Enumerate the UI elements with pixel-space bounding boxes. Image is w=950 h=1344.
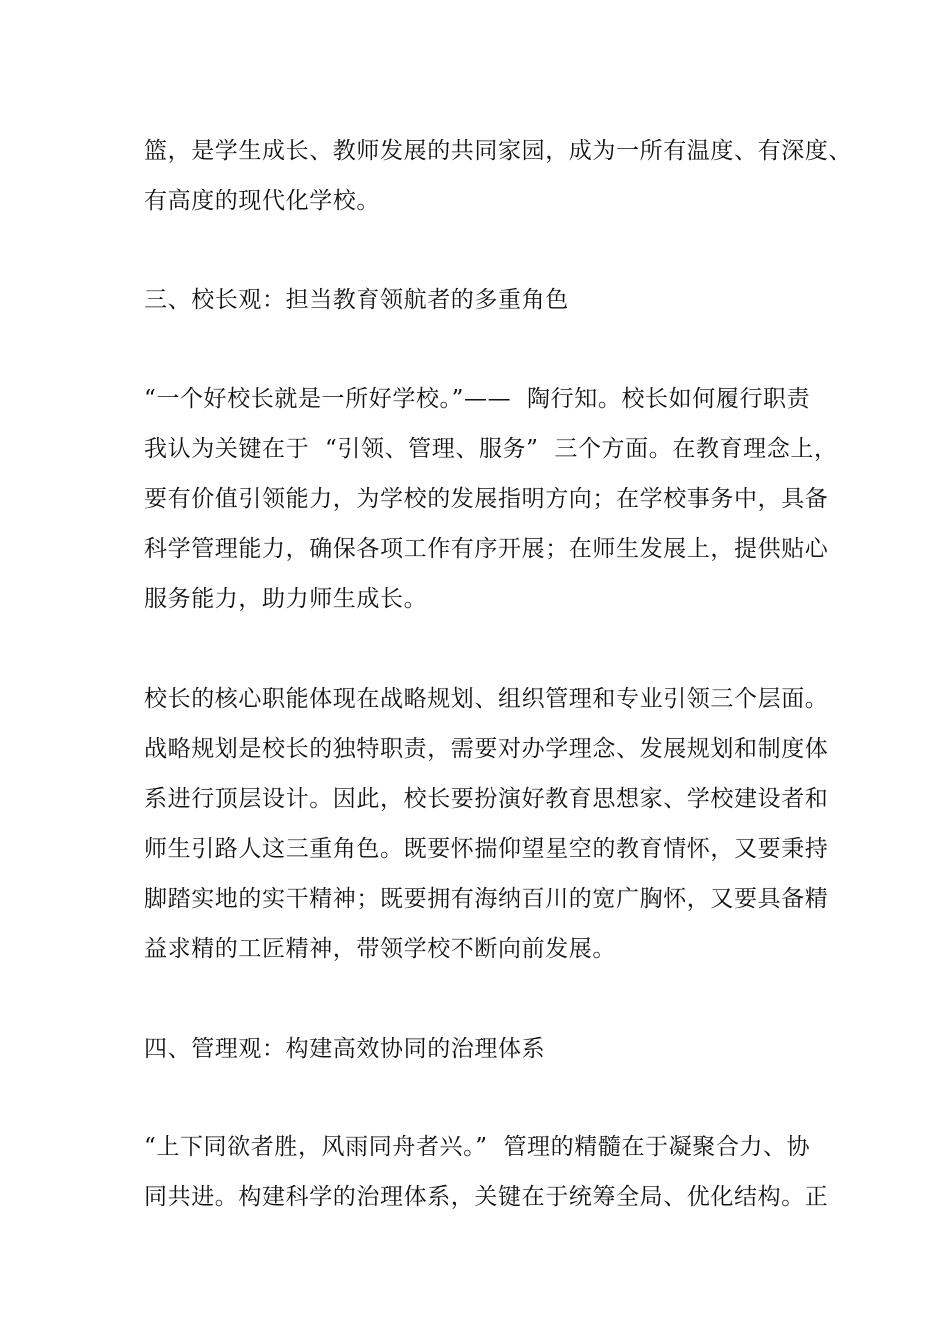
paragraph-line: 要有价值引领能力，为学校的发展指明方向；在学校事务中，具备 bbox=[144, 486, 829, 512]
paragraph-line: 校长的核心职能体现在战略规划、组织管理和专业引领三个层面。 bbox=[144, 686, 829, 712]
paragraph-line: 益求精的工匠精神，带领学校不断向前发展。 bbox=[144, 936, 616, 962]
paragraph-line: 服务能力，助力师生成长。 bbox=[144, 586, 428, 612]
paragraph-line: “一个好校长就是一所好学校。”—— 陶行知。校长如何履行职责 bbox=[144, 386, 811, 412]
paragraph-line: 师生引路人这三重角色。既要怀揣仰望星空的教育情怀，又要秉持 bbox=[144, 836, 829, 862]
paragraph-line: 同共进。构建科学的治理体系，关键在于统筹全局、优化结构。正 bbox=[144, 1184, 829, 1210]
section-heading-management-view: 四、管理观：构建高效协同的治理体系 bbox=[144, 1036, 546, 1062]
paragraph-line: 有高度的现代化学校。 bbox=[144, 188, 380, 214]
paragraph-line: 系进行顶层设计。因此，校长要扮演好教育思想家、学校建设者和 bbox=[144, 786, 829, 812]
paragraph-line: 我认为关键在于 “引领、管理、服务” 三个方面。在教育理念上， bbox=[144, 436, 838, 462]
paragraph-line: 脚踏实地的实干精神；既要拥有海纳百川的宽广胸怀，又要具备精 bbox=[144, 886, 829, 912]
paragraph-line: 科学管理能力，确保各项工作有序开展；在师生发展上，提供贴心 bbox=[144, 536, 829, 562]
section-heading-principal-view: 三、校长观：担当教育领航者的多重角色 bbox=[144, 287, 569, 313]
paragraph-line: 战略规划是校长的独特职责，需要对办学理念、发展规划和制度体 bbox=[144, 736, 829, 762]
paragraph-line: 篮，是学生成长、教师发展的共同家园，成为一所有温度、有深度、 bbox=[144, 138, 852, 164]
paragraph-line: “上下同欲者胜，风雨同舟者兴。” 管理的精髓在于凝聚合力、协 bbox=[144, 1134, 811, 1160]
